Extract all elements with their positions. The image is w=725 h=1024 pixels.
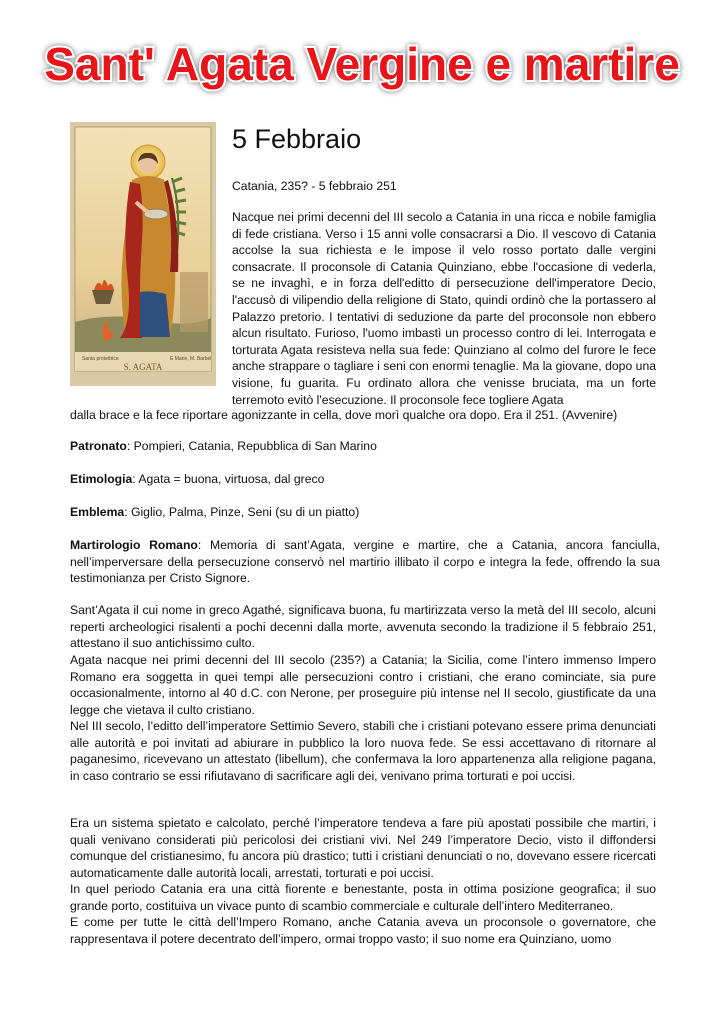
- emblema-field: [70, 504, 660, 521]
- banner-title-text: Sant' Agata Vergine e martire: [44, 38, 680, 90]
- body-paragraph-6: E come per tutte le città dell’Impero Romano, anche Catania aveva un proconsole o governatore, che rappresentava il potere decentrato dell’impero, ormai troppo vasto; il suo nome era Quinziano, uomo: [70, 915, 656, 946]
- banner-title: [0, 28, 725, 98]
- picture-caption-name: S. AGATA: [123, 362, 163, 372]
- body-paragraph-4: Era un sistema spietato e calcolato, perché l’imperatore tendeva a fare più apostati possibile che martiri, i quali venivano considerati più pericolosi dei cristiani vivi. Nel 249 l’imperatore Decio, visto il diffondersi comunque del cristianesimo, fu ancora più drastico; tutti i cristiani denunciati o no, dovevano essere ricercati automaticamente dalle autorità locali, arrestati, torturati e poi uccisi.: [70, 816, 656, 880]
- patronato-label: Patronato: [70, 439, 127, 453]
- picture-caption-right: E Marie, M. Barbel: [170, 356, 212, 362]
- intro-paragraph: Nacque nei primi decenni del III secolo a Catania in una ricca e nobile famiglia di fede cristiana. Verso i 15 anni volle consacrarsi a Dio. Il vescovo di Catania accolse la sua richiesta e le impose il velo rosso portato dalle vergini consacrate. Il proconsole di Catania Quinziano, ebbe l'occasione di vederla, se ne invaghì, e in forza dell'editto di persecuzione dell'imperatore Decio, l'accusò di vilipendio della religione di Stato, quindi ordinò che la portassero al Palazzo pretorio. I tentativi di seduzione da parte del proconsole non ebbero alcun risultato. Furioso, l'uomo imbastì un processo contro di lei. Interrogata e torturata Agata resisteva nella sua fede: Quinziano al colmo del furore le fece anche strappare o tagliare i seni con enormi tenaglie. Ma la giovane, dopo una visione, fu guarita. Fu ordinato allora che venisse bruciata, ma un forte terremoto evitò l'esecuzione. Il proconsole fece togliere Agata: [232, 210, 656, 407]
- feast-subtitle: Catania, 235? - 5 febbraio 251: [232, 179, 397, 193]
- martirologio-field: [70, 537, 660, 587]
- body-paragraph-1: Sant’Agata il cui nome in greco Agathé, significava buona, fu martirizzata verso la metà del III secolo, alcuni reperti archeologici risalenti a pochi decenni dalla morte, avvenuta secondo la tradizione il 5 febbraio 251, attestano il suo antichissimo culto.: [70, 603, 656, 651]
- martirologio-value: : Memoria di sant’Agata, vergine e martire, che a Catania, ancora fanciulla, nell’imperversare della persecuzione conservò nel martirio illibato il corpo e integra la fede, offrendo la sua testimonianza per Cristo Signore.: [70, 538, 660, 586]
- patronato-value: : Pompieri, Catania, Repubblica di San Marino: [126, 439, 377, 453]
- body-paragraph-2: Agata nacque nei primi decenni del III secolo (235?) a Catania; la Sicilia, come l’intero immenso Impero Romano era soggetta in quei tempi alle persecuzioni contro i cristiani, che erano cominciate, sia pure occasionalmente, intorno al 40 d.C. con Nerone, per proseguire più intense nel II secolo, giustificate da una legge che vietava il culto cristiano.: [70, 653, 656, 717]
- emblema-label: Emblema: [70, 505, 125, 519]
- etimologia-label: Etimologia: [70, 472, 133, 486]
- feast-date-title: 5 Febbraio: [232, 124, 362, 154]
- body-paragraph-5: In quel periodo Catania era una città fiorente e benestante, posta in ottima posizione geografica; il suo grande porto, costituiva un vivace punto di scambio commerciale e culturale dell’intero Mediterraneo.: [70, 882, 656, 913]
- body-paragraph-3: Nel III secolo, l’editto dell’imperatore Settimio Severo, stabilì che i cristiani potevano essere prima denunciati alle autorità e poi invitati ad abiurare in pubblico la loro nuova fede. Se essi accettavano di ritornare al paganesimo, ricevevano un attestato (libellum), che confermava la loro appartenenza alla religione pagana, in caso contrario se essi rifiutavano di sacrificare agli dei, venivano prima torturati e poi uccisi.: [70, 719, 656, 783]
- martirologio-label: Martirologio Romano: [70, 538, 198, 552]
- saint-agatha-picture: [70, 122, 216, 386]
- etimologia-value: : Agata = buona, virtuosa, dal greco: [132, 472, 325, 486]
- etimologia-field: [70, 471, 660, 488]
- picture-caption-left: Santa protettrice: [82, 356, 119, 362]
- intro-paragraph-end: dalla brace e la fece riportare agonizzante in cella, dove morì qualche ora dopo. Era il 251. (Avvenire): [70, 408, 618, 422]
- emblema-value: : Giglio, Palma, Pinze, Seni (su di un piatto): [124, 505, 360, 519]
- patronato-field: [70, 438, 660, 455]
